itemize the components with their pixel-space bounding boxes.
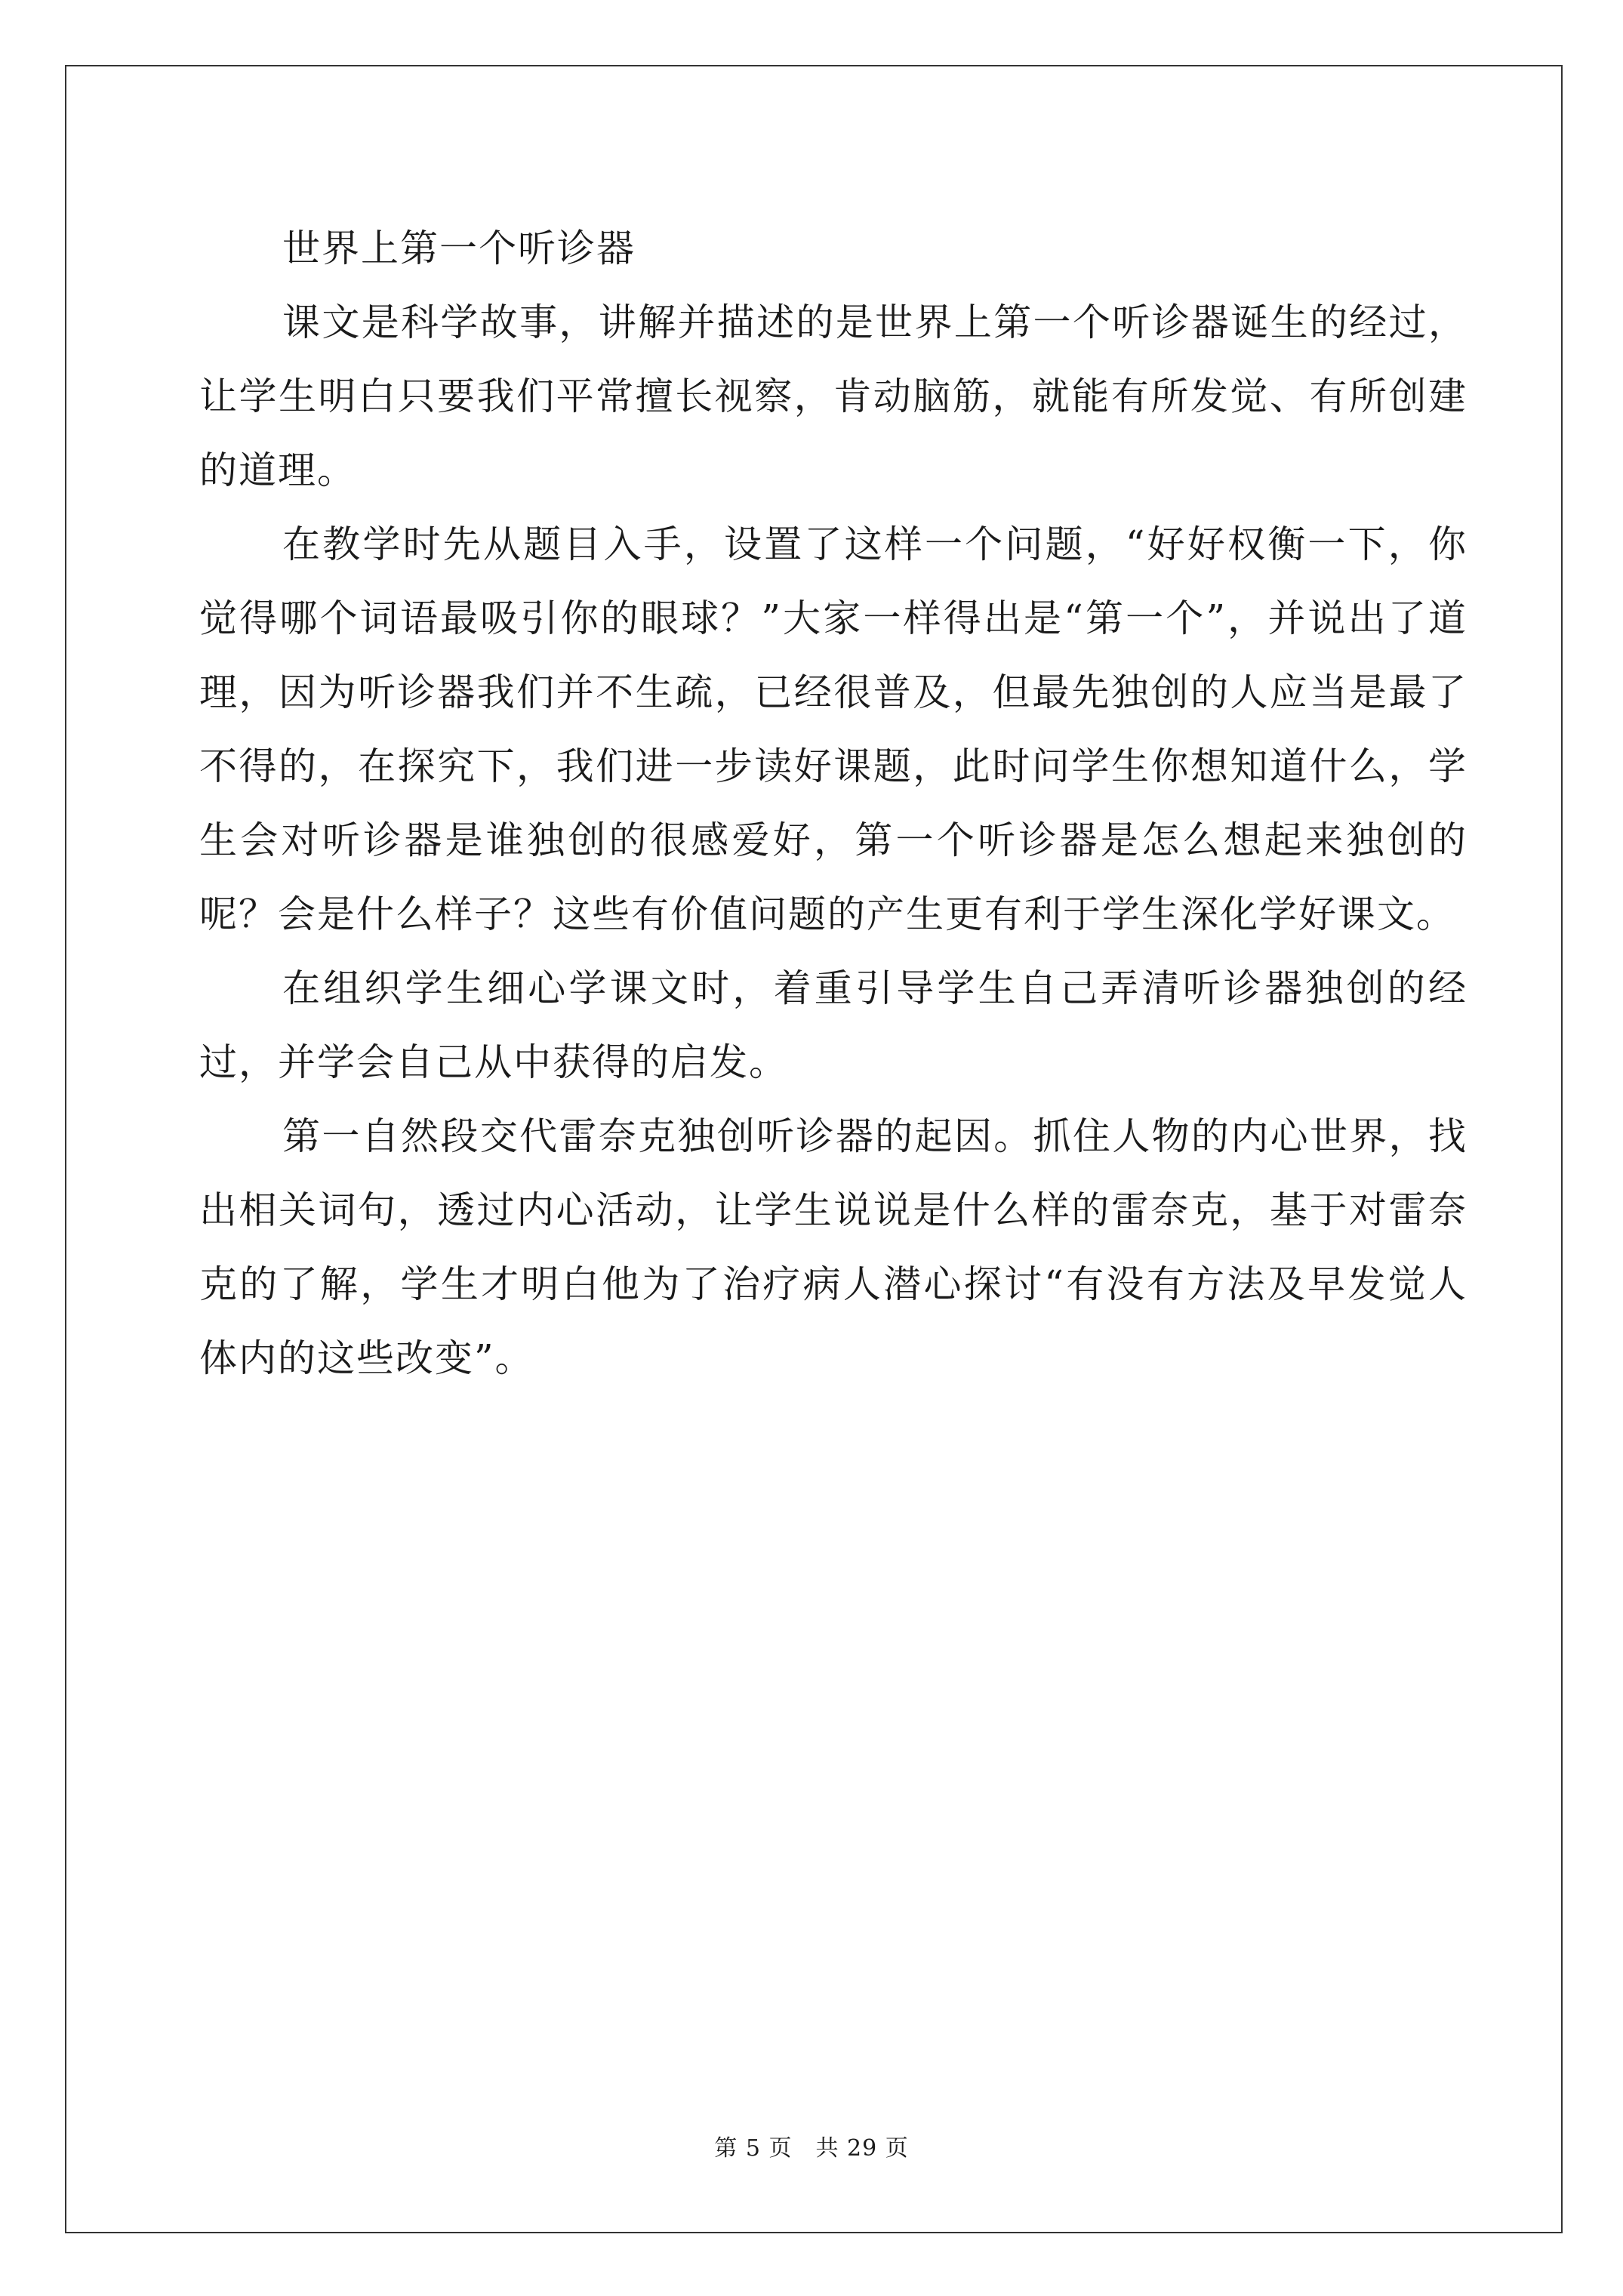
paragraph-1: 课文是科学故事，讲解并描述的是世界上第一个听诊器诞生的经过，让学生明白只要我们平常擅长视察，肯动脑筋，就能有所发觉、有所创建的道理。 xyxy=(199,300,1467,492)
page-number-footer: 第 5 页 共 29 页 xyxy=(714,2135,909,2162)
paragraph-2: 在教学时先从题目入手，设置了这样一个问题，“好好权衡一下，你觉得哪个词语最吸引你的眼球？”大家一样得出是“第一个”，并说出了道理，因为听诊器我们并不生疏，已经很普及，但最先独创的人应当是最了不得的，在探究下，我们进一步读好课题，此时问学生你想知道什么，学生会对听诊器是谁独创的很感爱好，第一个听诊器是怎么想起来独创的呢？会是什么样子？这些有价值问题的产生更有利于学生深化学好课文。 xyxy=(199,522,1467,936)
section-heading: 世界上第一个听诊器 xyxy=(282,227,636,270)
document-body xyxy=(199,211,1467,1395)
paragraph-3: 在组织学生细心学课文时，着重引导学生自己弄清听诊器独创的经过，并学会自己从中获得的启发。 xyxy=(199,966,1467,1084)
paragraph-4: 第一自然段交代雷奈克独创听诊器的起因。抓住人物的内心世界，找出相关词句，透过内心活动，让学生说说是什么样的雷奈克，基于对雷奈克的了解，学生才明白他为了治疗病人潜心探讨“有没有方法及早发觉人体内的这些改变”。 xyxy=(199,1114,1467,1380)
